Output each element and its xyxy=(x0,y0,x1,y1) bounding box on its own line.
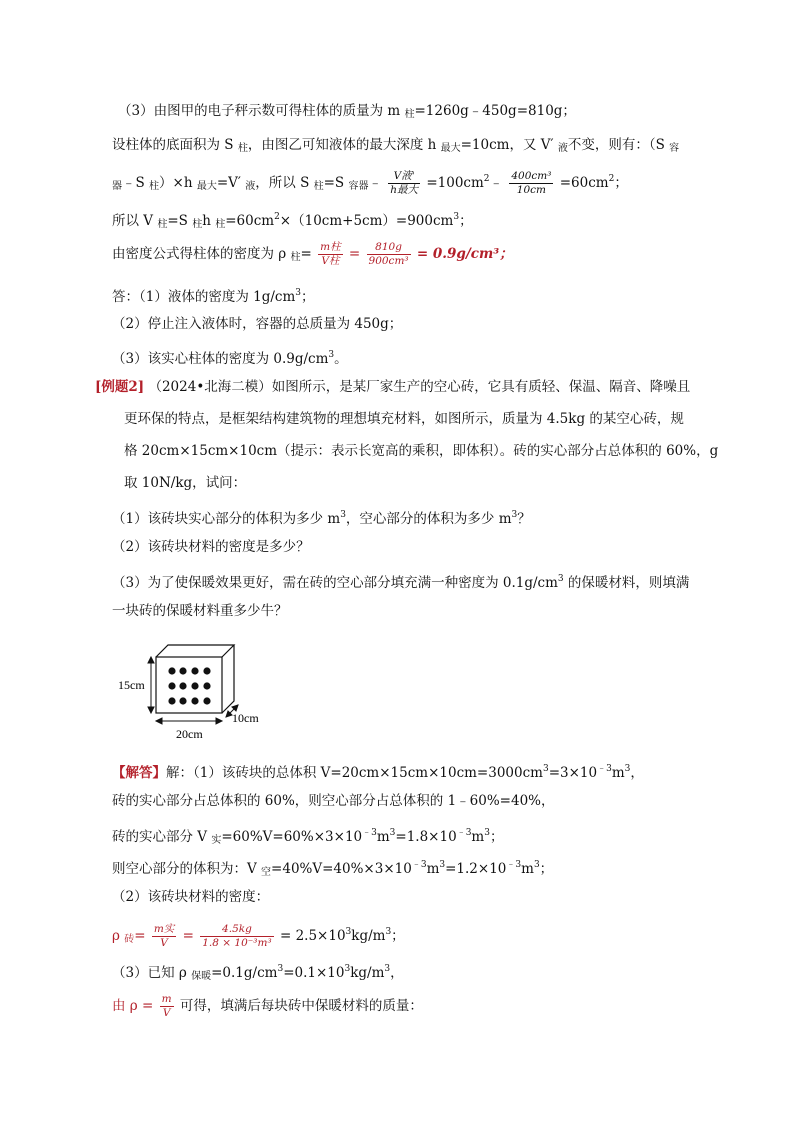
fraction-mass-over-volume: $\frac{4.5kg}{\text{1.8 × 10⁻³m³}}$ xyxy=(202,923,272,949)
brick-top-face xyxy=(156,645,234,657)
answer-line1: 答：（1）液体的密度为 $1g/cm^3$； xyxy=(112,288,315,305)
part1-line1: （3）由图甲的电子秤示数可得柱体的质量为 m $_柱$=1260g﹣450g=810g； xyxy=(118,103,576,120)
example-tag: [例题2] xyxy=(95,379,145,395)
question-3-cont: 一块砖的保暖材料重多少牛？ xyxy=(112,603,288,619)
answer-line2: （2）停止注入液体时，容器的总质量为 450g； xyxy=(112,316,403,332)
fraction-m-over-v-brick: $\frac{\text{m实}}{V}$ xyxy=(153,923,175,949)
example-line3: 格 20cm×15cm×10cm（提示：表示长宽高的乘积，即体积）。砖的实心部分占总体积的 60%，g xyxy=(124,443,719,459)
width-label: 20cm xyxy=(176,727,203,741)
depth-label: 10cm xyxy=(232,711,259,725)
solution-line2: 砖的实心部分占总体积的 60%，则空心部分占总体积的 1﹣60%=40%， xyxy=(112,793,555,809)
solution-tag: 【解答】 xyxy=(112,765,166,781)
solution-line1: 【解答】解：（1）该砖块的总体积 $V=20cm\times 15cm\times 10cm=3000cm^3=3\times 10^{﹣3}m^3$， xyxy=(112,764,644,781)
example-line1: [例题2] （2024•北海二模）如图所示，是某厂家生产的空心砖，它具有质轻、保温、隔音、降噪且 xyxy=(95,379,691,395)
answer-line3: （3）该实心柱体的密度为 $0.9g/cm^3$。 xyxy=(112,350,348,367)
example-line2: 更环保的特点，是框架结构建筑物的理想填充材料，如图所示，质量为 4.5kg 的某空心砖，规 xyxy=(124,411,684,427)
solution-line8: 由 ρ = $\frac{m}{V}$ 可得，填满后每块砖中保暖材料的质量： xyxy=(112,993,423,1019)
part1-line2: 设柱体的底面积为 S $_柱$，由图乙可知液体的最大深度 h $_{最大}$=10cm，又 V′ $_液$不变，则有：（S $_容$ xyxy=(112,137,680,154)
fraction-810-over-900: $\frac{810g}{\text{900cm³}}$ xyxy=(368,241,409,267)
example-line4: 取 10N/kg，试问： xyxy=(124,475,247,491)
part1-line5: 由密度公式得柱体的密度为 ρ $_柱$= $\frac{\text{m柱}}{\text{V柱}}$ = $\frac{810g}{\text{900cm³}}$ = 0.9g/cm³； xyxy=(112,241,513,267)
height-label: 15cm xyxy=(118,678,145,692)
question-2: （2）该砖块材料的密度是多少？ xyxy=(112,539,310,555)
brick-holes xyxy=(168,667,210,704)
solution-line5: （2）该砖块材料的密度： xyxy=(112,889,270,905)
question-1: （1）该砖块实心部分的体积为多少 $m^3$，空心部分的体积为多少 $m^3$？ xyxy=(112,510,531,527)
solution-line7: （3）已知 ρ $_{保暖}=0.1g/cm^3=0.1\times 10^3kg/m^3$， xyxy=(112,964,404,982)
fraction-v-over-h: $\frac{\text{V液'}}{\text{h最大}}$ xyxy=(390,170,419,196)
solution-line3: 砖的实心部分 V $_实=60\%V=60\%\times 3\times 10^{﹣3}m^3=1.8\times 10^{﹣3}m^3$； xyxy=(112,828,504,846)
question-3: （3）为了使保暖效果更好，需在砖的空心部分填充满一种密度为 $0.1g/cm^3$ 的保暖材料，则填满 xyxy=(112,574,690,591)
part1-line3: $_器$﹣S $_柱$）×h $_{最大}$=V′ $_液$，所以 S $_柱$=S $_{容器}$﹣ $\frac{\text{V液'}}{\text{h最大}}$ $=100cm^2﹣$ $\frac{\text{400cm³}}{10cm}$ $=60cm^2$； xyxy=(112,170,628,196)
fraction-400-over-10: $\frac{\text{400cm³}}{10cm}$ xyxy=(511,170,552,196)
solution-line6: ρ $_砖$= $\frac{\text{m实}}{V}$ = $\frac{4.5kg}{\text{1.8 × 10⁻³m³}}$ = $2.5\times 10^3kg/m^3$； xyxy=(112,923,405,949)
fraction-m-over-v-final: $\frac{m}{V}$ xyxy=(161,993,172,1019)
brick-front-face xyxy=(156,657,222,713)
hollow-brick-figure xyxy=(118,635,288,745)
solution-line4: 则空心部分的体积为：V $_空=40\%V=40\%\times 3\times 10^{﹣3}m^3=1.2\times 10^{﹣3}m^3$； xyxy=(112,860,554,878)
part1-line4: 所以 V $_柱$=S $_柱$h $_柱=60cm^2\times(10cm+5cm)=900cm^3$； xyxy=(112,212,473,230)
fraction-m-over-v: $\frac{\text{m柱}}{\text{V柱}}$ xyxy=(320,241,341,267)
